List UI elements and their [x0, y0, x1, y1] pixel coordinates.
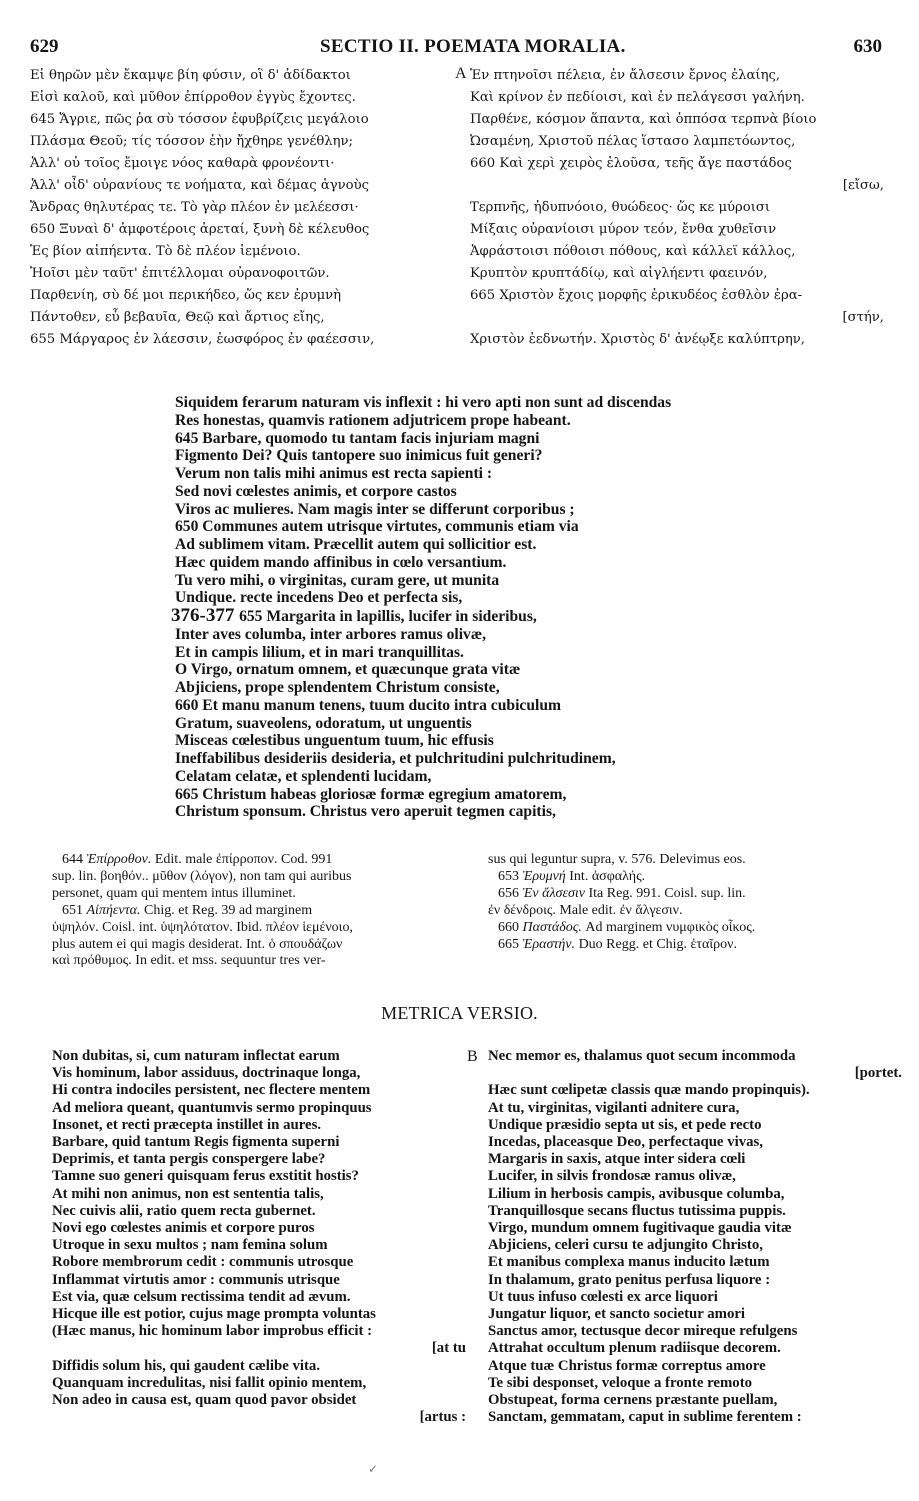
- greek-verse-line: 645 Ἄγριε, πῶς ῥα σὺ τόσσον ἐφυβρίζεις μεγάλοιο: [30, 112, 369, 127]
- greek-verse-line: Ἀφράστοισι πόθοισι πόθους, καὶ κάλλεϊ κάλλος,: [470, 244, 796, 259]
- footnote-verse-number: 660: [498, 919, 523, 935]
- footnote-text: personet, quam qui mentem intus illuminet.: [52, 885, 296, 901]
- metrical-verse-line: [at tu: [431, 1340, 466, 1357]
- metrical-verse-line: Novi ego cœlestes animis et corpore puros: [52, 1220, 315, 1237]
- greek-verse-line: Πάντοθεν, εὖ βεβαυῖα, Θεῷ καὶ ἄρτιος εἴης,: [30, 310, 325, 325]
- metrical-verse-line: Undique præsidio septa ut sis, et pede recto: [488, 1116, 762, 1133]
- metrical-verse-line: Abjiciens, celeri cursu te adjungito Christo,: [488, 1237, 763, 1254]
- greek-verse-line: Κρυπτὸν κρυπτάδίῳ, καὶ αἰγλήεντι φαεινόν,: [470, 266, 768, 281]
- greek-verse-line: Ἄνδρας θηλυτέρας τε. Τὸ γὰρ πλέον ἐν μελέεσσι·: [30, 200, 359, 215]
- latin-prose-line: 665 Christum habeas gloriosæ formæ egregium amatorem,: [175, 785, 567, 803]
- footnote-line: [52, 920, 472, 937]
- metrical-verse-line: Incedas, placeasque Deo, perfectaque vivas,: [488, 1134, 763, 1151]
- metrical-verse-line: Te sibi desponset, veloque a fronte remoto: [488, 1374, 753, 1391]
- latin-prose-line: Siquidem ferarum naturam vis inflexit : hi vero apti non sunt ad discendas: [175, 394, 672, 411]
- latin-prose-line: Christum sponsum. Christus vero aperuit tegmen capitis,: [175, 803, 556, 821]
- metrical-verse-line: (Hæc manus, hic hominum labor improbus efficit :: [52, 1323, 373, 1340]
- greek-text-left-column: [30, 65, 450, 351]
- metrical-verse-line: Quanquam incredulitas, nisi fallit opinio mentem,: [52, 1374, 367, 1391]
- latin-prose-line: Undique. recte incedens Deo et perfecta sis,: [175, 589, 463, 607]
- metrical-verse-line: Attrahat occultum plenum radiisque decorem.: [488, 1340, 781, 1357]
- latin-prose-line: Abjiciens, prope splendentem Christum consiste,: [175, 679, 500, 696]
- metrical-verse-line: Tamne suo generi quisquam ferus exstitit hostis?: [52, 1168, 359, 1185]
- greek-verse-line: Εἰσὶ καλοῦ, καὶ μῦθον ἐπίρροθον ἐγγὺς ἔχοντες.: [30, 90, 356, 105]
- greek-verse-line: Χριστὸν ἑεδνωτήν. Χριστὸς δ' ἀνέῳξε καλύπτρην,: [470, 332, 805, 347]
- column-marker-a: A: [455, 65, 467, 82]
- greek-verse-line: Παρθένε, κόσμον ἅπαντα, καὶ ὁππόσα τερπνὰ βίοιο: [470, 112, 817, 127]
- footnote-verse-number: 665: [498, 936, 523, 952]
- latin-prose-line: Celatam celatæ, et splendenti lucidam,: [175, 767, 432, 785]
- latin-prose-line: O Virgo, ornatum omnem, et quæcunque grata vitæ: [175, 661, 521, 679]
- metrical-verse-line: In thalamum, grato penitus perfusa liquore :: [488, 1271, 771, 1288]
- latin-prose-line: Hæc quidem mando affinibus in cœlo versantium.: [175, 553, 507, 571]
- metrical-verse-line: Nec cuivis alii, ratio quem recta gubernet.: [52, 1202, 316, 1219]
- metrical-verse-line: Virgo, mundum omnem fugitivaque gaudia vitæ: [488, 1220, 792, 1237]
- metrical-verse-line: Et manibus complexa manus inducito lætum: [488, 1254, 770, 1271]
- greek-verse-line: 660 Καὶ χερὶ χειρὸς ἑλοῦσα, τεῆς ἄγε παστάδος: [470, 156, 792, 171]
- page-number-left: 629: [30, 36, 59, 57]
- footnote-verse-number: 656: [498, 885, 523, 901]
- latin-prose-line: 645 Barbare, quomodo tu tantam facis injuriam magni: [175, 429, 540, 447]
- footnote-line: [488, 869, 908, 886]
- greek-verse-line: Πλάσμα Θεοῦ; τίς τόσσον ἑὴν ἤχθηρε γενέθλην;: [30, 134, 354, 149]
- footnote-line: [52, 953, 472, 970]
- metrical-verse-line: Insonet, et recti præcepta instillet in aures.: [52, 1116, 322, 1133]
- greek-verse-line: Τερπνῆς, ἡδυπνόοιο, θυώδεος· ὥς κε μύροισι: [470, 200, 771, 215]
- footnote-lemma: Ἐρυμνή: [522, 868, 566, 884]
- metrical-version-right-column: [488, 1048, 908, 1426]
- metrical-verse-line: Non dubitas, si, cum naturam inflectat earum: [52, 1048, 340, 1064]
- metrica-versio-heading: METRICA VERSIO.: [381, 1003, 538, 1023]
- footnote-line: [488, 852, 908, 869]
- footnote-text: ὑψηλόν. Coisl. int. ὑψηλότατον. Ibid. πλέον ἱεμένοιο,: [52, 919, 353, 935]
- greek-verse-line: Ἀλλ' οὐ τοῖος ἔμοιγε νόος καθαρὰ φρονέοντι·: [30, 156, 335, 171]
- metrical-verse-line: Obstupeat, forma cernens præstante puellam,: [488, 1392, 778, 1409]
- greek-verse-line: 655 Μάργαρος ἐν λάεσσιν, ἑωσφόρος ἐν φαέεσσιν,: [30, 332, 375, 347]
- running-title: SECTIO II. POEMATA MORALIA.: [320, 36, 626, 57]
- metrical-verse-line: Margaris in saxis, atque inter sidera cœli: [488, 1151, 746, 1168]
- metrical-verse-line: Robore membrorum cedit : communis utrosque: [52, 1254, 354, 1271]
- latin-prose-line: Res honestas, quamvis rationem adjutricem prope habeant.: [175, 411, 571, 429]
- footnote-verse-number: 653: [498, 868, 523, 884]
- greek-verse-line: Ὠσαμένη, Χριστοῦ πέλας ἵστασο λαμπετόωντος,: [470, 134, 796, 149]
- footnote-line: [488, 937, 908, 954]
- metrical-verse-line: Non adeo in causa est, quam quod pavor obsidet: [52, 1392, 357, 1409]
- metrical-verse-line: Sanctam, gemmatam, caput in sublime ferentem :: [488, 1409, 802, 1426]
- metrical-verse-line: Vis hominum, labor assiduus, doctrinaque longa,: [52, 1065, 361, 1082]
- metrical-verse-line: At tu, virginitas, vigilanti adnitere cura,: [488, 1099, 740, 1116]
- footnote-text: plus autem ei qui magis desiderat. Int. ὁ σπουδάζων: [52, 936, 343, 952]
- latin-prose-line: Sed novi cœlestes animis, et corpore castos: [175, 482, 457, 500]
- metrical-verse-line: Hicque ille est potior, cujus mage prompta voluntas: [52, 1306, 376, 1323]
- footnotes-left-column: [52, 852, 472, 970]
- column-marker-b: B: [467, 1048, 478, 1065]
- metrical-verse-line: Lucifer, in silvis frondosæ ramus olivæ,: [488, 1168, 736, 1185]
- greek-verse-line: Μίξαις οὐρανίοισι μύρον τεόν, ἔνθα χυθεῖσιν: [470, 222, 777, 237]
- metrical-verse-line: Deprimis, et tanta pergis conspergere labe?: [52, 1151, 326, 1168]
- latin-prose-line: Et in campis lilium, et in mari tranquillitas.: [175, 643, 464, 661]
- footnote-lemma: Παστάδος.: [522, 919, 582, 935]
- footnote-line: [52, 869, 472, 886]
- latin-prose-line: Viros ac mulieres. Nam magis inter se differunt corporibus ;: [175, 500, 575, 518]
- greek-verse-line: Εἰ θηρῶν μὲν ἔκαμψε βίη φύσιν, οἳ δ' ἀδίδακτοι: [30, 68, 351, 83]
- metrical-verse-line: Jungatur liquor, et sancto societur amori: [488, 1306, 746, 1323]
- footnote-line: [52, 852, 472, 869]
- metrical-verse-line: [artus :: [419, 1409, 466, 1426]
- footnote-text: Ita Reg. 991. Coisl. sup. lin.: [584, 885, 746, 901]
- greek-verse-line: [εἴσω,: [842, 178, 884, 193]
- latin-prose-translation: [171, 394, 825, 821]
- metrical-verse-line: Ad meliora queant, quantumvis sermo propinquus: [52, 1099, 372, 1116]
- footnote-line: [488, 903, 908, 920]
- footnote-lemma: Ἐπίρροθον.: [86, 852, 152, 867]
- footnote-verse-number: 644: [62, 852, 87, 867]
- footnote-text: sup. lin. βοηθόν.. μῦθον (λόγον), non tam qui auribus: [52, 868, 352, 884]
- footnote-lemma: Αἰπήεντα.: [86, 902, 141, 918]
- latin-prose-text: 655 Margarita in lapillis, lucifer in sideribus,: [239, 608, 537, 625]
- greek-verse-line: Παρθενίη, σὺ δέ μοι περικήδεο, ὥς κεν ἐρυμνὴ: [30, 288, 342, 303]
- stray-pencil-mark: ✓: [368, 1462, 379, 1476]
- latin-prose-line: Misceas cœlestibus unguentum tuum, hic effusis: [175, 732, 494, 750]
- greek-verse-line: 665 Χριστὸν ἔχοις μορφῆς ἐρικυδέος ἐσθλὸν ἐρα-: [470, 288, 803, 303]
- latin-prose-line: Ineffabilibus desideriis desideria, et pulchritudini pulchritudinem,: [175, 750, 616, 767]
- greek-verse-line: Ἠοῖσι μὲν ταῦτ' ἐπιτέλλομαι οὐρανοφοιτῶν.: [30, 266, 330, 281]
- metrical-verse-line: Nec memor es, thalamus quot secum incommoda: [488, 1048, 796, 1064]
- footnote-text: Chig. et Reg. 39 ad marginem: [140, 902, 313, 918]
- footnote-text: καὶ πρόθυμος. In edit. et mss. sequuntur tres ver-: [52, 953, 326, 969]
- footnote-line: [52, 937, 472, 954]
- greek-verse-line: [στήν,: [842, 310, 884, 325]
- metrical-verse-line: At mihi non animus, non est sententia talis,: [52, 1185, 324, 1202]
- footnote-text: Ad marginem νυμφικὸς οἶκος.: [581, 919, 756, 935]
- metrical-verse-line: Hæc sunt cœlipetæ classis quæ mando propinquis).: [488, 1082, 810, 1099]
- latin-prose-line: 660 Et manu manum tenens, tuum ducito intra cubiculum: [175, 696, 561, 714]
- metrical-verse-line: Sanctus amor, tectusque decor mireque refulgens: [488, 1323, 798, 1340]
- footnote-lemma: Ἐν ἄλσεσιν: [522, 885, 585, 901]
- latin-prose-line: [171, 607, 825, 626]
- footnote-line: [488, 886, 908, 903]
- metrical-verse-line: Tranquillosque secans fluctus tutissima puppis.: [488, 1202, 786, 1219]
- metrical-verse-line: Barbare, quid tantum Regis figmenta superni: [52, 1134, 340, 1151]
- latin-prose-line: Inter aves columba, inter arbores ramus olivæ,: [175, 625, 486, 643]
- metrical-verse-line: Diffidis solum his, qui gaudent cælibe vita.: [52, 1357, 321, 1374]
- metrical-verse-line: Ut tuus infuso cœlesti ex arce liquori: [488, 1288, 718, 1305]
- metrical-verse-line: Utroque in sexu multos ; nam femina solum: [52, 1237, 328, 1254]
- footnotes-right-column: [488, 852, 908, 953]
- greek-verse-line: 650 Ξυναὶ δ' ἀμφοτέροις ἀρεταί, ξυνὴ δὲ κέλευθος: [30, 222, 370, 237]
- greek-verse-line: Καὶ κρίνον ἐν πεδίοισι, καὶ ἐν πελάγεσσι γαλήνη.: [470, 90, 805, 105]
- metrical-verse-line: Est via, quæ celsum rectissima tendit ad ævum.: [52, 1288, 351, 1305]
- latin-prose-line: Gratum, suaveolens, odoratum, ut unguentis: [175, 714, 472, 732]
- latin-prose-line: Ad sublimem vitam. Præcellit autem qui sollicitior est.: [175, 536, 537, 553]
- metrical-verse-line: [portet.: [854, 1065, 902, 1082]
- latin-prose-line: 650 Communes autem utrisque virtutes, communis etiam via: [175, 518, 579, 536]
- column-number-label: 376-377: [171, 605, 240, 626]
- footnote-line: [52, 903, 472, 920]
- metrical-verse-line: Lilium in herbosis campis, avibusque columba,: [488, 1185, 785, 1202]
- metrical-verse-line: Hi contra indociles persistent, nec flectere mentem: [52, 1082, 371, 1099]
- page-header: [30, 36, 882, 58]
- footnote-line: [52, 886, 472, 903]
- footnote-text: ἐν δένδροις. Male edit. ἐν ἄλγεσιν.: [488, 902, 683, 918]
- footnote-text: Int. ἀσφαλής.: [565, 868, 646, 884]
- latin-prose-line: Tu vero mihi, o virginitas, curam gere, ut munita: [175, 571, 500, 589]
- metrical-verse-line: Atque tuæ Christus formæ correptus amore: [488, 1357, 766, 1374]
- footnote-verse-number: 651: [62, 902, 87, 918]
- greek-verse-line: Ἀλλ' οἶδ' οὐρανίους τε νοήματα, καὶ δέμας ἁγνοὺς: [30, 178, 369, 193]
- greek-text-right-column: [470, 65, 890, 351]
- latin-prose-line: Figmento Dei? Quis tantopere suo inimicus fuit generi?: [175, 447, 543, 465]
- footnote-text: Duo Regg. et Chig. ἑταῖρον.: [575, 936, 737, 952]
- footnote-lemma: Ἐραστήν.: [522, 936, 576, 952]
- latin-prose-line: Verum non talis mihi animus est recta sapienti :: [175, 465, 493, 482]
- footnote-text: sus qui leguntur supra, v. 576. Delevimus eos.: [488, 852, 746, 867]
- greek-verse-line: Ἐς βίον αἰπήεντα. Τὸ δὲ πλέον ἱεμένοιο.: [30, 244, 301, 259]
- page-number-right: 630: [853, 36, 882, 57]
- greek-verse-line: Ἐν πτηνοῖσι πέλεια, ἐν ἄλσεσιν ἔρνος ἐλαίης,: [470, 68, 781, 83]
- metrical-verse-line: Inflammat virtutis amor : communis utrisque: [52, 1271, 340, 1288]
- footnote-text: Edit. male ἐπίρροπον. Cod. 991: [151, 852, 333, 867]
- metrical-version-left-column: [52, 1048, 472, 1426]
- footnote-line: [488, 920, 908, 937]
